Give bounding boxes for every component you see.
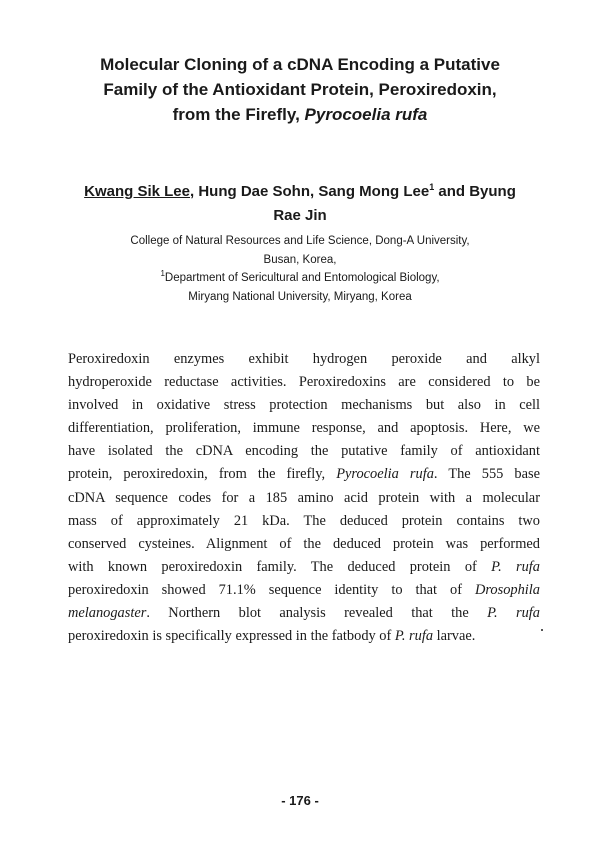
paper-title	[40, 52, 560, 127]
author-line-2: Rae Jin	[273, 207, 327, 224]
abstract-text: peroxiredoxin is specifically expressed in the fatbody of	[68, 628, 395, 645]
abstract-line: mass of approximately 21 kDa. The deduced protein contains two	[68, 512, 540, 529]
page-number: - 176 -	[281, 793, 319, 808]
author-list	[40, 180, 560, 228]
author-names-end: and Byung	[434, 183, 516, 200]
abstract-text: peroxiredoxin showed 71.1% sequence identity to that of	[68, 581, 475, 598]
abstract-line	[68, 556, 540, 579]
title-line-3	[40, 102, 560, 127]
title-line-1: Molecular Cloning of a cDNA Encoding a Putative	[100, 55, 500, 74]
abstract-text: with known peroxiredoxin family. The deduced protein of	[68, 558, 492, 575]
affiliations	[40, 232, 560, 306]
abstract-text: larvae.	[433, 628, 476, 645]
corresponding-author: Kwang Sik Lee	[84, 183, 190, 200]
abstract-line	[68, 625, 540, 648]
abstract-species: Drosophila	[474, 581, 540, 598]
abstract-line	[68, 602, 540, 625]
abstract-species: P. rufa	[394, 628, 434, 645]
abstract-line: cDNA sequence codes for a 185 amino acid protein with a molecular	[68, 489, 540, 506]
abstract-text: . Northern blot analysis revealed that the	[146, 605, 488, 622]
abstract-line: differentiation, proliferation, immune response, and apoptosis. Here, we	[68, 420, 540, 437]
affiliation-line-1: College of Natural Resources and Life Science, Dong-A University,	[130, 235, 470, 247]
abstract-line	[68, 463, 540, 486]
affiliation-line-4: Miryang National University, Miryang, Korea	[188, 290, 412, 303]
abstract-line: conserved cysteines. Alignment of the deduced protein was performed	[68, 535, 540, 552]
abstract-species: P. rufa	[491, 558, 541, 575]
title-line-3-prefix: from the Firefly,	[172, 105, 305, 124]
title-species: Pyrocoelia rufa	[304, 105, 428, 124]
author-names: , Hung Dae Sohn, Sang Mong Lee	[190, 183, 430, 200]
abstract-species: Pyrocoelia rufa	[336, 466, 434, 483]
abstract-line: hydroperoxide reductase activities. Peroxiredoxins are considered to be	[68, 374, 540, 391]
abstract-line: have isolated the cDNA encoding the putative family of antioxidant	[68, 443, 540, 460]
abstract-text: . The 555 base	[433, 466, 540, 483]
abstract	[68, 348, 540, 648]
abstract-species: melanogaster	[68, 605, 147, 622]
affiliation-sup: 1	[160, 269, 165, 279]
abstract-line: involved in oxidative stress protection mechanisms but also in cell	[68, 397, 540, 414]
scan-speck	[541, 629, 543, 631]
abstract-species: P. rufa	[487, 605, 540, 622]
affiliation-line-3	[40, 269, 560, 288]
abstract-line	[68, 579, 540, 602]
abstract-line: Peroxiredoxin enzymes exhibit hydrogen peroxide and alkyl	[68, 351, 540, 367]
abstract-text: protein, peroxiredoxin, from the firefly,	[68, 466, 337, 483]
title-line-2: Family of the Antioxidant Protein, Peroxiredoxin,	[103, 80, 497, 99]
author-line-1	[40, 180, 560, 204]
affiliation-line-3-text: Department of Sericultural and Entomological Biology,	[164, 272, 440, 284]
author-affil-sup: 1	[429, 182, 435, 192]
affiliation-line-2: Busan, Korea,	[263, 253, 337, 266]
